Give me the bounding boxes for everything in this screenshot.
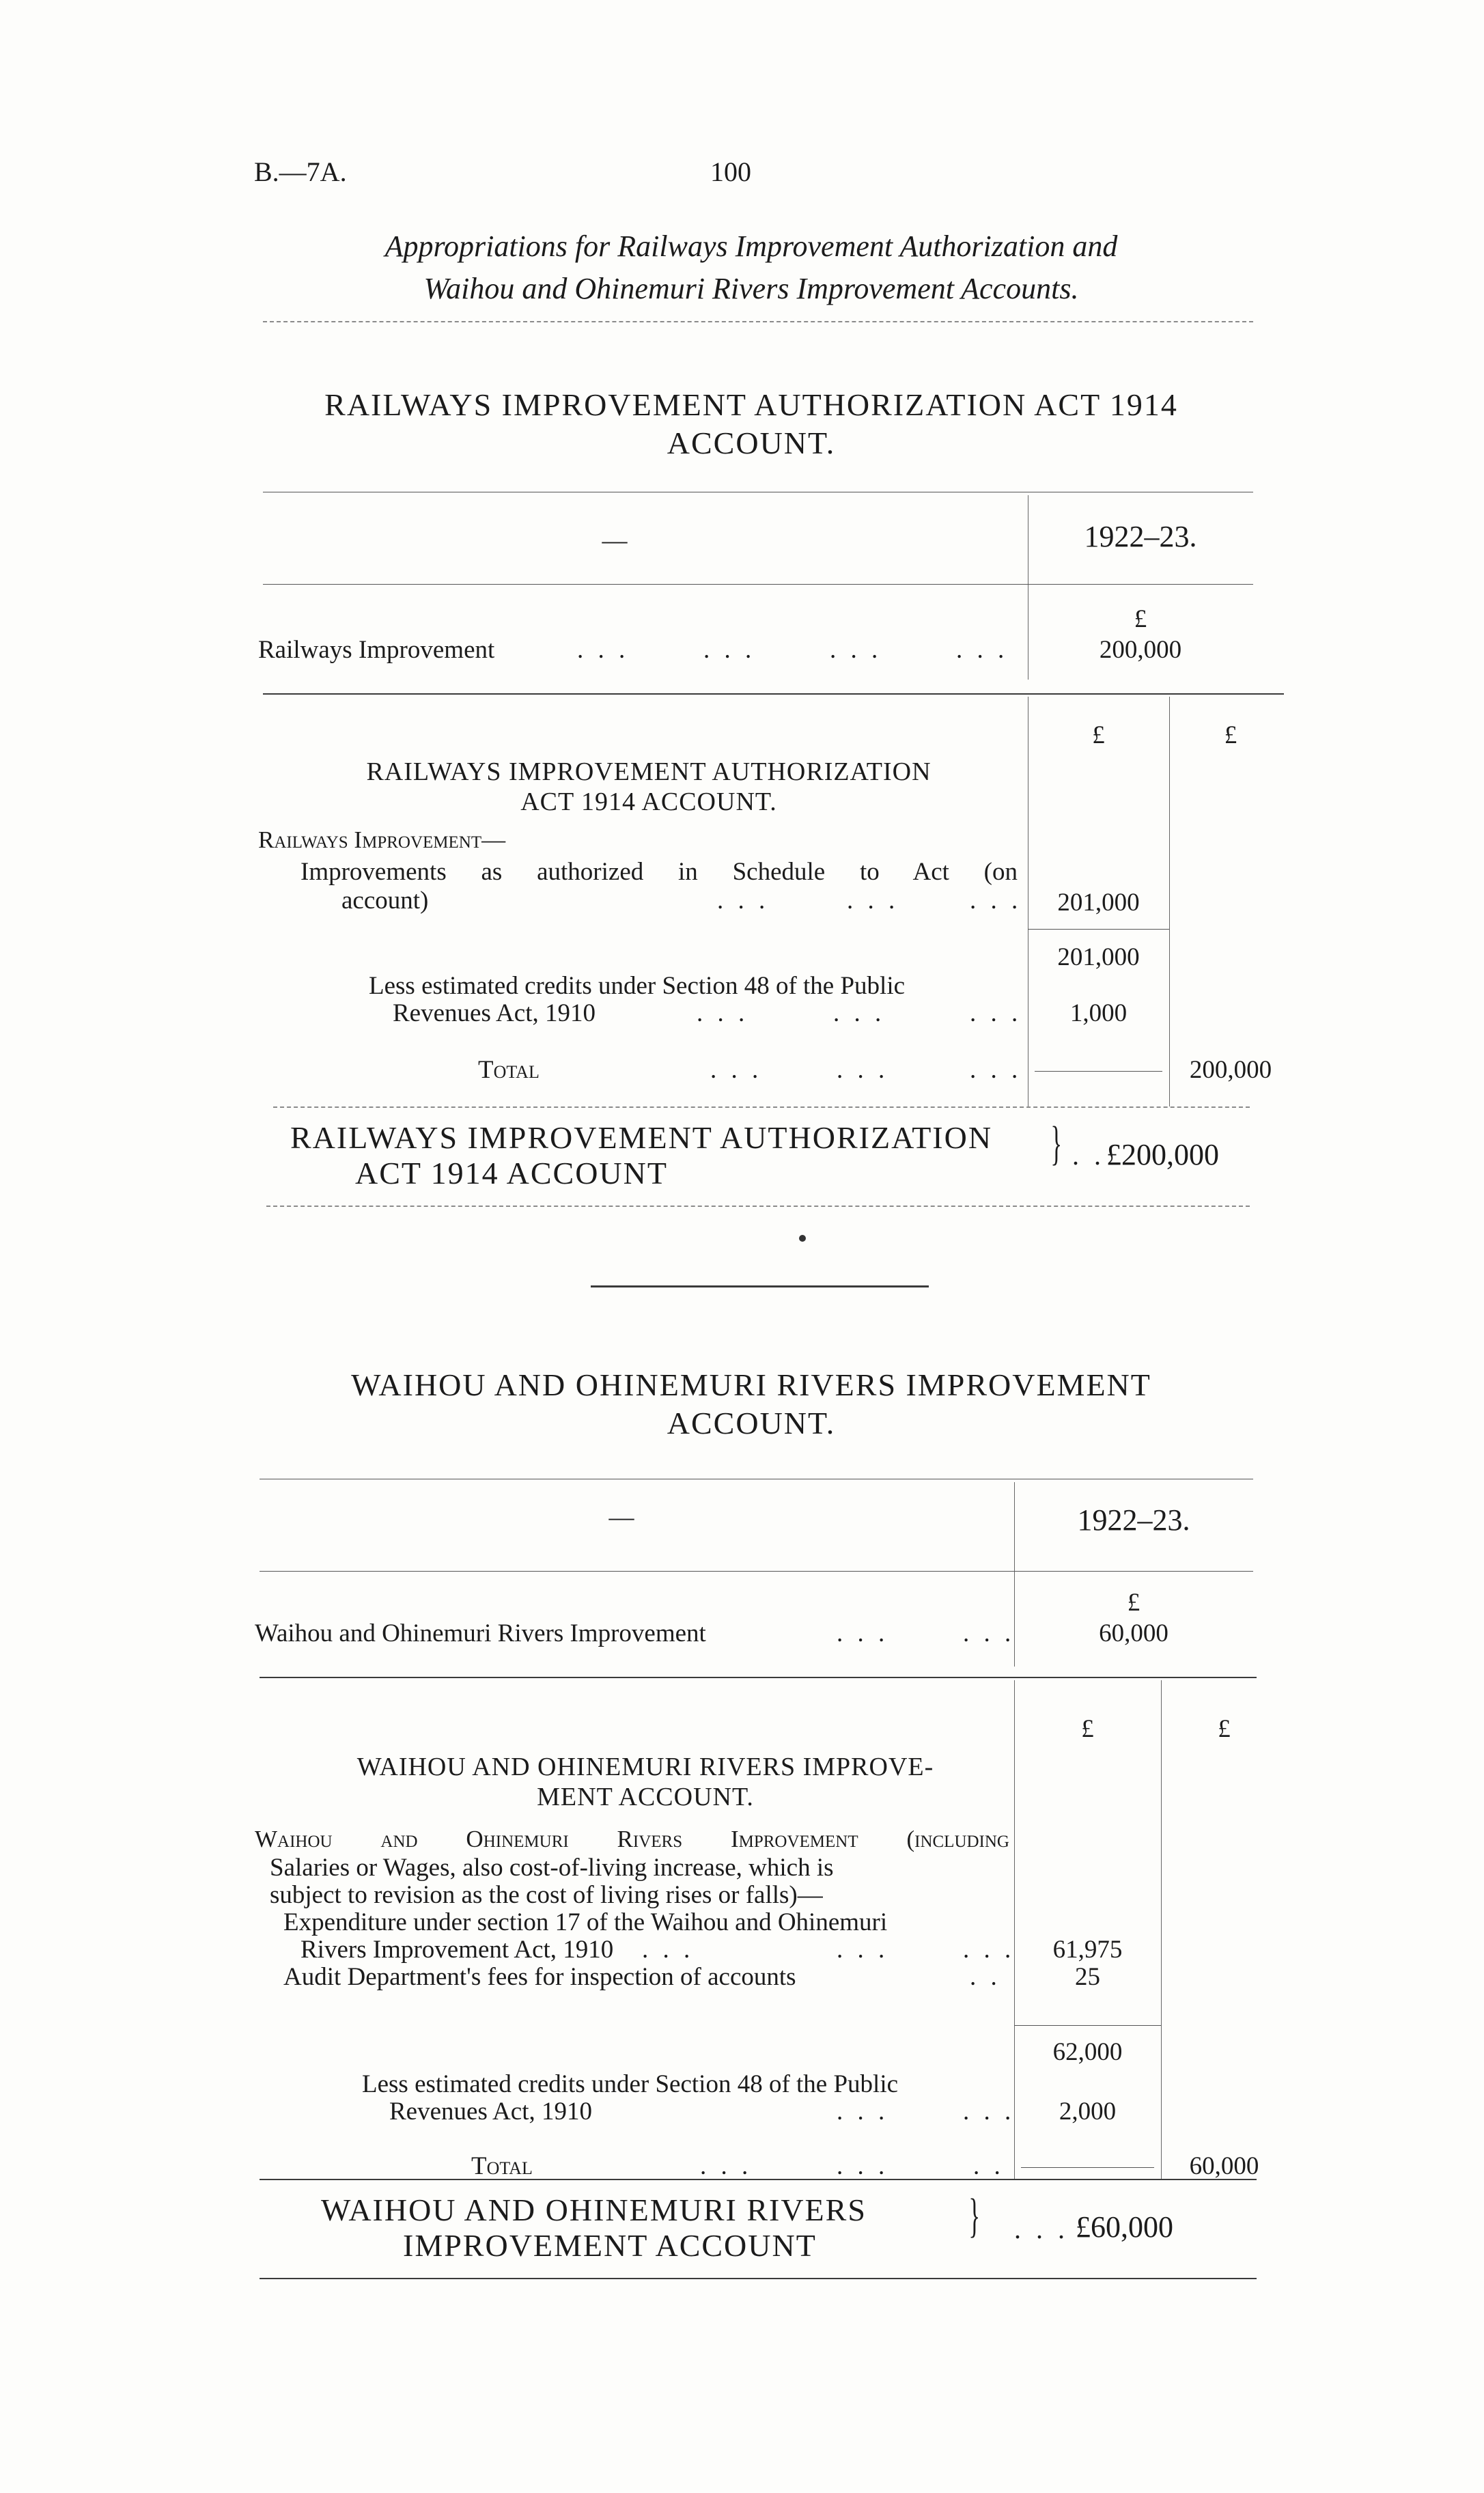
waihou-item-2-leader: . .: [970, 1963, 1001, 1991]
waihou-subtotal-amount: 62,000: [1052, 2038, 1123, 2066]
railways-total-label: Total: [478, 1056, 540, 1084]
waihou-item-1-line-1: Expenditure under section 17 of the Waihou and Ohinemuri: [283, 1908, 888, 1936]
ornament-dot: [799, 1235, 806, 1242]
railways-summary-currency: £: [1134, 605, 1147, 633]
waihou-footer-leader: . . .: [1014, 2214, 1069, 2244]
railways-less-leader-3: . . .: [970, 999, 1022, 1027]
waihou-item-1-amount: 61,975: [1052, 1936, 1123, 1964]
waihou-summary-row-label: Waihou and Ohinemuri Rivers Improvement: [255, 1619, 706, 1647]
railways-vote-label: Railways Improvement—: [258, 826, 506, 853]
waihou-item-2-amount: 25: [1075, 1963, 1100, 1991]
waihou-detail-subheading-line-1: WAIHOU AND OHINEMURI RIVERS IMPROVE-: [356, 1753, 934, 1781]
railways-detail-bottom-rule: [273, 1106, 1250, 1108]
railways-detail-currency-2: £: [1224, 721, 1237, 749]
waihou-detail-currency-2: £: [1218, 1715, 1231, 1743]
railways-summary-column-label: —: [602, 527, 628, 555]
waihou-item-1-leader-3: . . .: [963, 1936, 1016, 1964]
waihou-summary-column-label: —: [608, 1503, 634, 1531]
waihou-less-line-2: Revenues Act, 1910: [389, 2098, 592, 2126]
railways-item-1-leader-1: . . .: [717, 887, 770, 915]
waihou-heading-line-2: ACCOUNT.: [667, 1406, 836, 1440]
waihou-vote-line-2: Salaries or Wages, also cost-of-living increase, which is: [270, 1854, 834, 1882]
waihou-less-amount: 2,000: [1059, 2098, 1117, 2126]
waihou-total-label: Total: [471, 2152, 533, 2180]
waihou-total-amount: 60,000: [1189, 2152, 1259, 2180]
waihou-summary-amount: 60,000: [1099, 1619, 1168, 1647]
title-divider: [263, 321, 1253, 322]
railways-less-line-1: Less estimated credits under Section 48 of the Public: [369, 972, 906, 1000]
railways-detail-top-rule: [263, 693, 1284, 695]
waihou-item-1-line-2: Rivers Improvement Act, 1910: [300, 1936, 614, 1964]
railways-total-amount: 200,000: [1189, 1056, 1272, 1084]
title-line-1: Appropriations for Railways Improvement Authorization and: [384, 229, 1118, 263]
waihou-footer-rule: [260, 2278, 1257, 2279]
title-line-2: Waihou and Ohinemuri Rivers Improvement Accounts.: [423, 272, 1079, 305]
railways-total-rule: [1035, 1071, 1162, 1072]
waihou-footer-brace: }: [968, 2190, 981, 2242]
railways-summary-leader-2: . . .: [703, 636, 756, 664]
railways-footer-rule: [266, 1206, 1250, 1207]
railways-total-leader-1: . . .: [710, 1056, 763, 1084]
waihou-item-2-line: Audit Department's fees for inspection of accounts: [283, 1963, 796, 1991]
railways-footer-line-1: RAILWAYS IMPROVEMENT AUTHORIZATION: [290, 1120, 993, 1155]
railways-less-line-2: Revenues Act, 1910: [393, 999, 596, 1027]
railways-less-leader-2: . . .: [833, 999, 886, 1027]
railways-less-amount: 1,000: [1069, 999, 1128, 1027]
waihou-summary-header-rule: [260, 1571, 1253, 1572]
section-divider: [591, 1285, 929, 1287]
waihou-detail-top-rule: [260, 1677, 1257, 1678]
railways-footer-title: [290, 1120, 992, 1191]
waihou-footer-line-1: WAIHOU AND OHINEMURI RIVERS: [321, 2192, 867, 2227]
railways-item-1-leader-3: . . .: [970, 887, 1022, 915]
railways-summary-amount: 200,000: [1099, 636, 1182, 664]
waihou-total-rule: [1021, 2167, 1154, 2168]
waihou-item-1-leader-1: . . .: [642, 1936, 695, 1964]
railways-detail-subheading-line-1: RAILWAYS IMPROVEMENT AUTHORIZATION: [366, 757, 932, 786]
waihou-footer-amount: £60,000: [1076, 2210, 1173, 2244]
page-title: [253, 225, 1250, 310]
report-reference: B.—7A.: [254, 156, 347, 187]
page-number: 100: [710, 156, 751, 187]
railways-item-1-line-1: Improvements as authorized in Schedule to Act (on: [300, 858, 1018, 886]
railways-subtotal-amount: 201,000: [1057, 943, 1140, 971]
railways-footer-amount: £200,000: [1106, 1138, 1219, 1171]
waihou-less-leader-1: . . .: [837, 2098, 889, 2126]
railways-summary-row-label: Railways Improvement: [258, 636, 495, 664]
waihou-detail-bottom-rule: [260, 2179, 1257, 2180]
waihou-detail-subheading: [273, 1752, 1018, 1812]
railways-summary-leader-3: . . .: [830, 636, 882, 664]
waihou-vote-line-1: Waihou and Ohinemuri Rivers Improvement (including: [255, 1826, 1009, 1852]
railways-detail-column-rule-2: [1169, 697, 1170, 1106]
railways-item-1-leader-2: . . .: [847, 887, 899, 915]
railways-total-leader-3: . . .: [970, 1056, 1022, 1084]
waihou-total-leader-3: . .: [973, 2152, 1005, 2180]
waihou-subtotal-rule: [1014, 2025, 1161, 2026]
railways-detail-currency-1: £: [1092, 721, 1105, 749]
waihou-detail-currency-1: £: [1081, 1715, 1094, 1743]
railways-summary-header-rule: [263, 584, 1253, 585]
waihou-summary-leader-2: . . .: [963, 1619, 1016, 1647]
railways-less-leader-1: . . .: [697, 999, 749, 1027]
railways-footer-brace: }: [1050, 1117, 1063, 1170]
railways-footer-line-2: ACT 1914 ACCOUNT: [355, 1156, 668, 1190]
railways-detail-subheading: [273, 757, 1024, 817]
railways-subtotal-rule: [1028, 929, 1169, 930]
waihou-detail-column-rule-2: [1161, 1680, 1162, 2179]
waihou-less-leader-2: . . .: [963, 2098, 1016, 2126]
waihou-summary-leader-1: . . .: [837, 1619, 889, 1647]
railways-heading: [260, 386, 1243, 462]
waihou-footer-line-2: IMPROVEMENT ACCOUNT: [403, 2228, 817, 2263]
waihou-less-line-1: Less estimated credits under Section 48 of the Public: [362, 2070, 899, 2098]
railways-summary-leader-4: . . .: [956, 636, 1009, 664]
waihou-summary-year: 1922–23.: [1077, 1503, 1190, 1537]
railways-heading-line-1: RAILWAYS IMPROVEMENT AUTHORIZATION ACT 1914: [324, 387, 1178, 422]
waihou-item-1-leader-2: . . .: [837, 1936, 889, 1964]
railways-total-leader-2: . . .: [837, 1056, 889, 1084]
waihou-total-leader-1: . . .: [700, 2152, 753, 2180]
waihou-summary-currency: £: [1127, 1589, 1140, 1617]
railways-detail-subheading-line-2: ACT 1914 ACCOUNT.: [520, 788, 777, 816]
railways-item-1-amount: 201,000: [1057, 889, 1140, 917]
waihou-footer-title: [321, 2192, 867, 2264]
railways-summary-leader-1: . . .: [577, 636, 630, 664]
waihou-heading: [260, 1366, 1243, 1443]
railways-footer-leader: . .: [1072, 1140, 1105, 1171]
railways-item-1-line-2: account): [341, 887, 429, 915]
waihou-heading-line-1: WAIHOU AND OHINEMURI RIVERS IMPROVEMENT: [351, 1367, 1151, 1402]
railways-heading-line-2: ACCOUNT.: [667, 426, 836, 460]
railways-summary-year: 1922–23.: [1084, 520, 1197, 553]
waihou-vote-line-3: subject to revision as the cost of living rises or falls)—: [270, 1881, 823, 1909]
waihou-total-leader-2: . . .: [837, 2152, 889, 2180]
waihou-detail-subheading-line-2: MENT ACCOUNT.: [537, 1783, 754, 1811]
